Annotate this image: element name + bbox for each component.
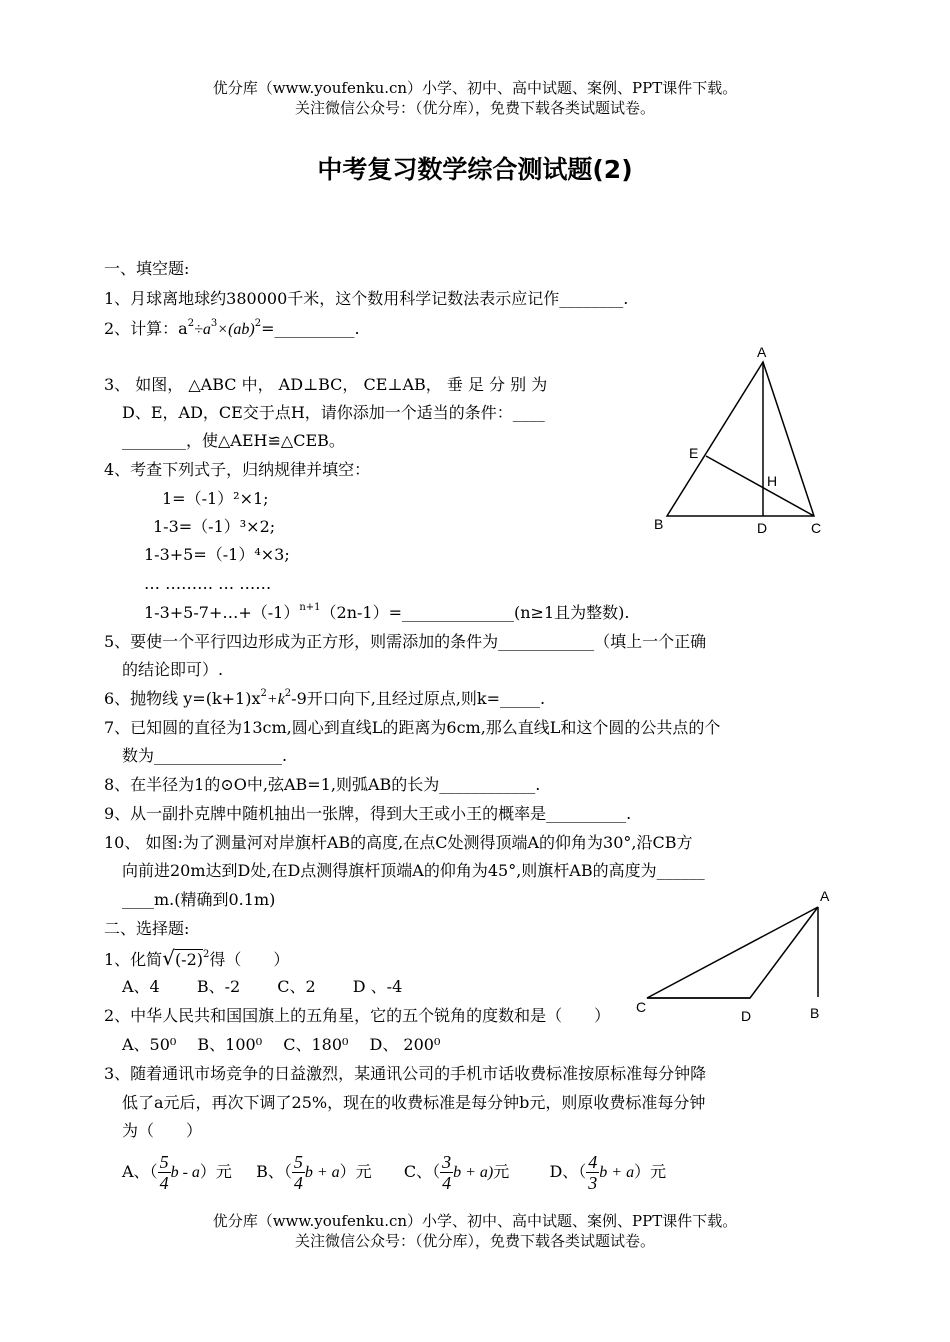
q4-formula-3: 1-3+5=（-1）⁴×3; [144, 545, 290, 564]
label-e: E [689, 445, 699, 461]
label-b2: B [810, 1005, 820, 1021]
question-2-2-options: A、50⁰ B、100⁰ C、180⁰ D、 200⁰ [122, 1035, 441, 1054]
question-1-3-line3: ________，使△AEH≌△CEB。 [122, 431, 345, 450]
question-1-3-line1: 3、 如图， △ABC 中， AD⊥BC， CE⊥AB， 垂 足 分 别 为 [104, 375, 548, 394]
question-1-1: 1、月球离地球约380000千米，这个数用科学记数法表示应记作________. [104, 289, 629, 308]
q4-formula-1: 1=（-1）²×1; [162, 489, 269, 508]
question-1-4-intro: 4、考查下列式子，归纳规律并填空： [104, 460, 371, 479]
question-2-3-options [122, 1150, 666, 1195]
flagpole-figure [630, 885, 850, 1025]
question-1-9: 9、从一副扑克牌中随机抽出一张牌，得到大王或小王的概率是__________. [104, 804, 632, 823]
question-1-5-line2: 的结论即可）. [122, 660, 224, 679]
question-1-7-line1: 7、已知圆的直径为13cm,圆心到直线L的距离为6cm,那么直线L和这个圆的公共点的个 [104, 718, 721, 737]
question-1-10-line2: 向前进20m达到D处,在D点测得旗杆顶端A的仰角为45°,则旗杆AB的高度为______ [122, 861, 705, 880]
option-c: C、（ $\frac{3}{4}$ b + a)元 [403, 1152, 510, 1193]
triangle-acd [647, 907, 818, 998]
triangle-abc [667, 362, 814, 516]
option-d: D、（ $\frac{4}{3}$ b + a）元 [549, 1152, 667, 1193]
q4-general-formula: $1-3+5-7+\dots+(-1)^{n+1}(2n-1)=\_\_\_\_\_\_\_\_\_\_\_\_\_\_(n\ge 1$且为整数). [144, 602, 630, 622]
question-2-2: 2、中华人民共和国国旗上的五角星，它的五个锐角的度数和是（ ） [104, 1006, 611, 1025]
question-1-2: 2、计算：$a^2\div a^3\times(ab)^2=\_\_\_\_\_\_\_\_\_\_$. [104, 318, 360, 338]
question-1-8: 8、在半径为1的⊙O中,弦AB=1,则弧AB的长为____________. [104, 775, 541, 794]
label-a: A [757, 344, 767, 360]
label-d2: D [741, 1008, 752, 1024]
question-2-3-line2: 低了a元后，再次下调了25%，现在的收费标准是每分钟b元，则原收费标准每分钟 [122, 1093, 706, 1112]
question-2-1-options: A、4 B、-2 C、2 D 、-4 [122, 977, 403, 996]
footer-line-1: 优分库（www.youfenku.cn）小学、初中、高中试题、案例、PPT课件下载。 [212, 1212, 738, 1230]
label-c2: C [636, 999, 647, 1015]
question-2-1: 1、化简$√(-2)^2$得（ ） [104, 946, 290, 970]
question-1-3-line2: D、E，AD，CE交于点H，请你添加一个适当的条件：____ [122, 403, 545, 422]
q4-ellipsis: … ……… … …… [144, 574, 272, 593]
triangle-figure [640, 340, 840, 540]
question-1-7-line2: 数为________________. [122, 746, 288, 765]
question-1-10-line1: 10、 如图:为了测量河对岸旗杆AB的高度,在点C处测得顶端A的仰角为30°,沿CB方 [104, 833, 693, 852]
question-2-3-line1: 3、随着通讯市场竞争的日益激烈，某通讯公司的手机市话收费标准按原标准每分钟降 [104, 1064, 707, 1083]
question-1-10-line3: ____m.(精确到0.1m) [122, 890, 276, 909]
section1-heading: 一、填空题: [104, 259, 190, 278]
question-1-6: 6、抛物线 $y=(k+1)x^2+k^2-9$开口向下,且经过原点,则k=_____. [104, 688, 546, 708]
label-c: C [811, 520, 822, 536]
header-line-2: 关注微信公众号：（优分库），免费下载各类试题试卷。 [294, 99, 655, 117]
question-1-5-line1: 5、要使一个平行四边形成为正方形，则需添加的条件为____________（填上一个正确 [104, 632, 707, 651]
footer-line-2: 关注微信公众号：（优分库），免费下载各类试题试卷。 [294, 1232, 655, 1250]
option-a: A、（ $\frac{5}{4}$ b - a）元 [122, 1152, 232, 1193]
page-title: 中考复习数学综合测试题(2) [317, 155, 633, 184]
label-h: H [767, 473, 778, 489]
label-b: B [654, 516, 664, 532]
q4-formula-2: 1-3=（-1）³×2; [153, 517, 276, 536]
section2-heading: 二、选择题: [104, 919, 190, 938]
question-2-3-line3: 为（ ） [122, 1121, 203, 1140]
option-b: B、（ $\frac{5}{4}$ b + a）元 [256, 1152, 372, 1193]
label-d: D [757, 520, 768, 536]
header-line-1: 优分库（www.youfenku.cn）小学、初中、高中试题、案例、PPT课件下载。 [212, 79, 738, 97]
label-a2: A [820, 888, 830, 904]
